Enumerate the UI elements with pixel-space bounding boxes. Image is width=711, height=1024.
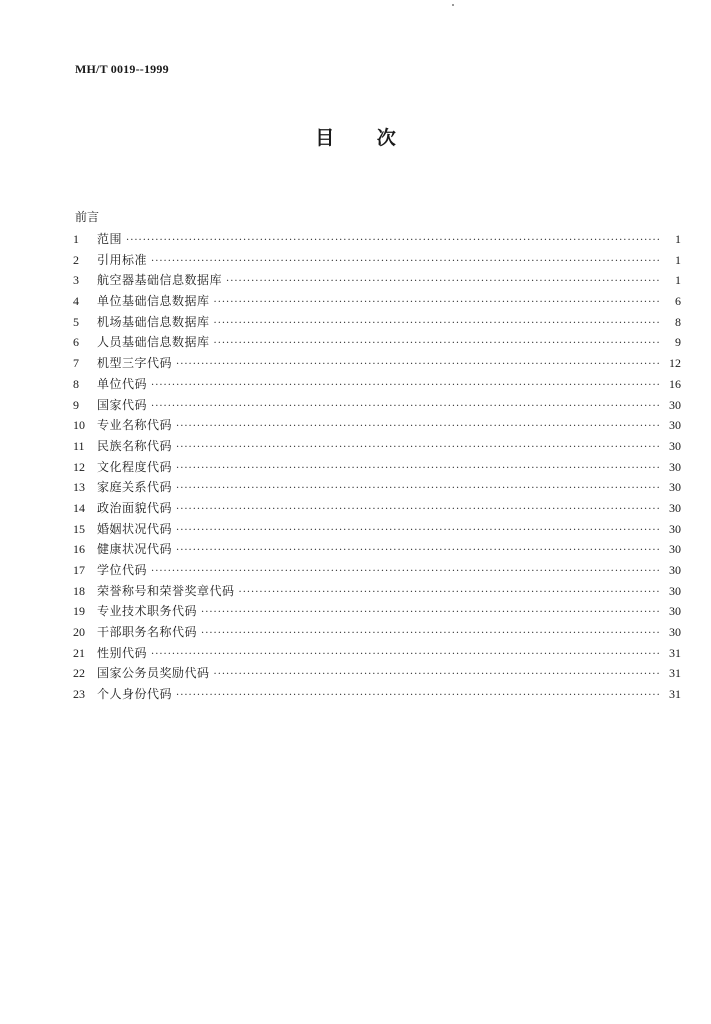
toc-entry-page: 12 xyxy=(669,356,681,371)
toc-entry xyxy=(73,250,681,271)
toc-entry-page: 30 xyxy=(669,397,681,412)
toc-entry-number: 2 xyxy=(73,252,79,267)
toc-dot-leader xyxy=(176,500,659,521)
toc-entry-page: 6 xyxy=(675,294,681,309)
toc-entry-number: 20 xyxy=(73,625,85,640)
toc-entry-title: 婚姻状况代码 xyxy=(97,521,173,536)
toc-entry-title: 健康状况代码 xyxy=(97,542,173,557)
toc-dot-leader xyxy=(176,417,659,438)
toc-entry xyxy=(73,643,681,664)
toc-dot-leader xyxy=(214,314,659,335)
toc-dot-leader xyxy=(201,603,659,624)
toc-entry-page: 9 xyxy=(675,335,681,350)
toc-entry-number: 21 xyxy=(73,645,85,660)
toc-entry-title: 性别代码 xyxy=(97,645,148,660)
toc-dot-leader xyxy=(176,541,659,562)
toc-entry-page: 1 xyxy=(675,252,681,267)
toc-entry xyxy=(73,622,681,643)
page-title: 目 次 xyxy=(315,127,396,149)
toc-entry-title: 学位代码 xyxy=(97,563,148,577)
toc-entry xyxy=(73,663,681,684)
toc-dot-leader xyxy=(214,665,659,686)
toc-entry xyxy=(73,684,681,705)
toc-entry-number: 18 xyxy=(73,583,85,598)
toc-entry-title: 航空器基础信息数据库 xyxy=(97,273,223,288)
toc-entry-number: 5 xyxy=(73,314,79,329)
toc-entry xyxy=(73,457,681,478)
toc-entry-title: 文化程度代码 xyxy=(97,459,173,474)
toc-entry-page: 1 xyxy=(675,273,681,288)
toc-dot-leader xyxy=(176,438,659,459)
toc-entry-page: 30 xyxy=(669,438,681,453)
toc-entry xyxy=(73,229,681,250)
toc-dot-leader xyxy=(214,293,659,314)
toc-entry xyxy=(73,436,681,457)
toc-entry-page: 30 xyxy=(669,542,681,557)
toc-entry-page: 30 xyxy=(669,604,681,619)
toc-dot-leader xyxy=(201,624,659,645)
toc-entry-page: 31 xyxy=(669,666,681,681)
toc-entry xyxy=(73,519,681,540)
toc-dot-leader xyxy=(176,521,659,542)
toc-entry-number: 19 xyxy=(73,604,85,619)
toc-entry-title: 政治面貌代码 xyxy=(97,500,173,515)
toc-entry-title: 家庭关系代码 xyxy=(97,480,173,495)
toc-entry-page: 16 xyxy=(669,376,681,391)
toc-entry-number: 1 xyxy=(73,232,79,246)
toc-entry-page: 30 xyxy=(669,625,681,640)
toc-entry xyxy=(73,477,681,498)
toc-entry-page: 30 xyxy=(669,563,681,577)
toc-entry-number: 14 xyxy=(73,500,85,515)
toc-dot-leader xyxy=(151,252,659,273)
toc-entry xyxy=(73,374,681,395)
toc-entry-title: 专业名称代码 xyxy=(97,418,173,433)
toc-dot-leader xyxy=(151,645,659,666)
toc-entry-title: 国家代码 xyxy=(97,397,148,412)
toc-entry-number: 17 xyxy=(73,563,85,577)
toc-dot-leader xyxy=(239,583,659,604)
toc-entry-page: 30 xyxy=(669,480,681,495)
toc-entry-number: 16 xyxy=(73,542,85,557)
toc-entry-title: 国家公务员奖励代码 xyxy=(97,666,210,681)
toc-entry xyxy=(73,601,681,622)
toc-entry-title: 单位代码 xyxy=(97,376,148,391)
toc-entry-number: 12 xyxy=(73,459,85,474)
toc-entry-title: 范围 xyxy=(97,232,123,246)
toc-entry-title: 专业技术职务代码 xyxy=(97,604,198,619)
toc-entry-page: 30 xyxy=(669,500,681,515)
toc-dot-leader xyxy=(151,397,659,418)
toc-entry-title: 人员基础信息数据库 xyxy=(97,335,210,350)
toc-entry-page: 8 xyxy=(675,314,681,329)
toc-entry-page: 31 xyxy=(669,645,681,660)
toc-entry-title: 民族名称代码 xyxy=(97,438,173,453)
toc-entry-number: 8 xyxy=(73,376,79,391)
toc-entry xyxy=(73,312,681,333)
toc-entry-number: 3 xyxy=(73,273,79,288)
toc-entry-number: 10 xyxy=(73,418,85,433)
toc-entry-number: 15 xyxy=(73,521,85,536)
toc-entry-number: 4 xyxy=(73,294,79,309)
toc-dot-leader xyxy=(176,459,659,480)
toc-entry-title: 个人身份代码 xyxy=(97,687,173,702)
toc-entry xyxy=(73,353,681,374)
toc-dot-leader xyxy=(151,562,659,583)
toc-entry-number: 9 xyxy=(73,397,79,412)
toc-dot-leader xyxy=(126,231,659,252)
toc-entry-number: 11 xyxy=(73,438,85,453)
toc-entry-page: 30 xyxy=(669,521,681,536)
toc-entry xyxy=(73,395,681,416)
toc-entry-page: 30 xyxy=(669,583,681,598)
toc-entry-number: 23 xyxy=(73,687,85,702)
toc-entry-number: 22 xyxy=(73,666,85,681)
toc-entry-title: 干部职务名称代码 xyxy=(97,625,198,640)
toc-dot-leader xyxy=(176,479,659,500)
standard-code: MH/T 0019--1999 xyxy=(75,62,169,76)
toc-entry-title: 荣誉称号和荣誉奖章代码 xyxy=(97,583,235,598)
toc-entry-number: 7 xyxy=(73,356,79,371)
toc-entry xyxy=(73,539,681,560)
toc-entry xyxy=(73,415,681,436)
toc-entry-title: 机型三字代码 xyxy=(97,356,173,371)
toc-entry xyxy=(73,581,681,602)
toc-entry-title: 单位基础信息数据库 xyxy=(97,294,210,309)
scan-speck xyxy=(452,4,454,6)
toc-entry-title: 引用标准 xyxy=(97,252,148,267)
toc-dot-leader xyxy=(151,376,659,397)
toc-dot-leader xyxy=(176,355,659,376)
toc-dot-leader xyxy=(214,334,659,355)
toc-entry xyxy=(73,332,681,353)
toc-entry xyxy=(73,560,681,581)
table-of-contents xyxy=(73,229,681,705)
toc-entry-number: 6 xyxy=(73,335,79,350)
toc-entry-page: 31 xyxy=(669,687,681,702)
toc-preface-entry: 前言 xyxy=(75,210,100,224)
toc-entry xyxy=(73,270,681,291)
toc-entry-page: 1 xyxy=(675,232,681,246)
toc-entry xyxy=(73,498,681,519)
toc-entry-page: 30 xyxy=(669,418,681,433)
toc-entry xyxy=(73,291,681,312)
toc-entry-title: 机场基础信息数据库 xyxy=(97,314,210,329)
toc-entry-number: 13 xyxy=(73,480,85,495)
toc-entry-page: 30 xyxy=(669,459,681,474)
toc-dot-leader xyxy=(176,686,659,707)
toc-dot-leader xyxy=(226,272,659,293)
